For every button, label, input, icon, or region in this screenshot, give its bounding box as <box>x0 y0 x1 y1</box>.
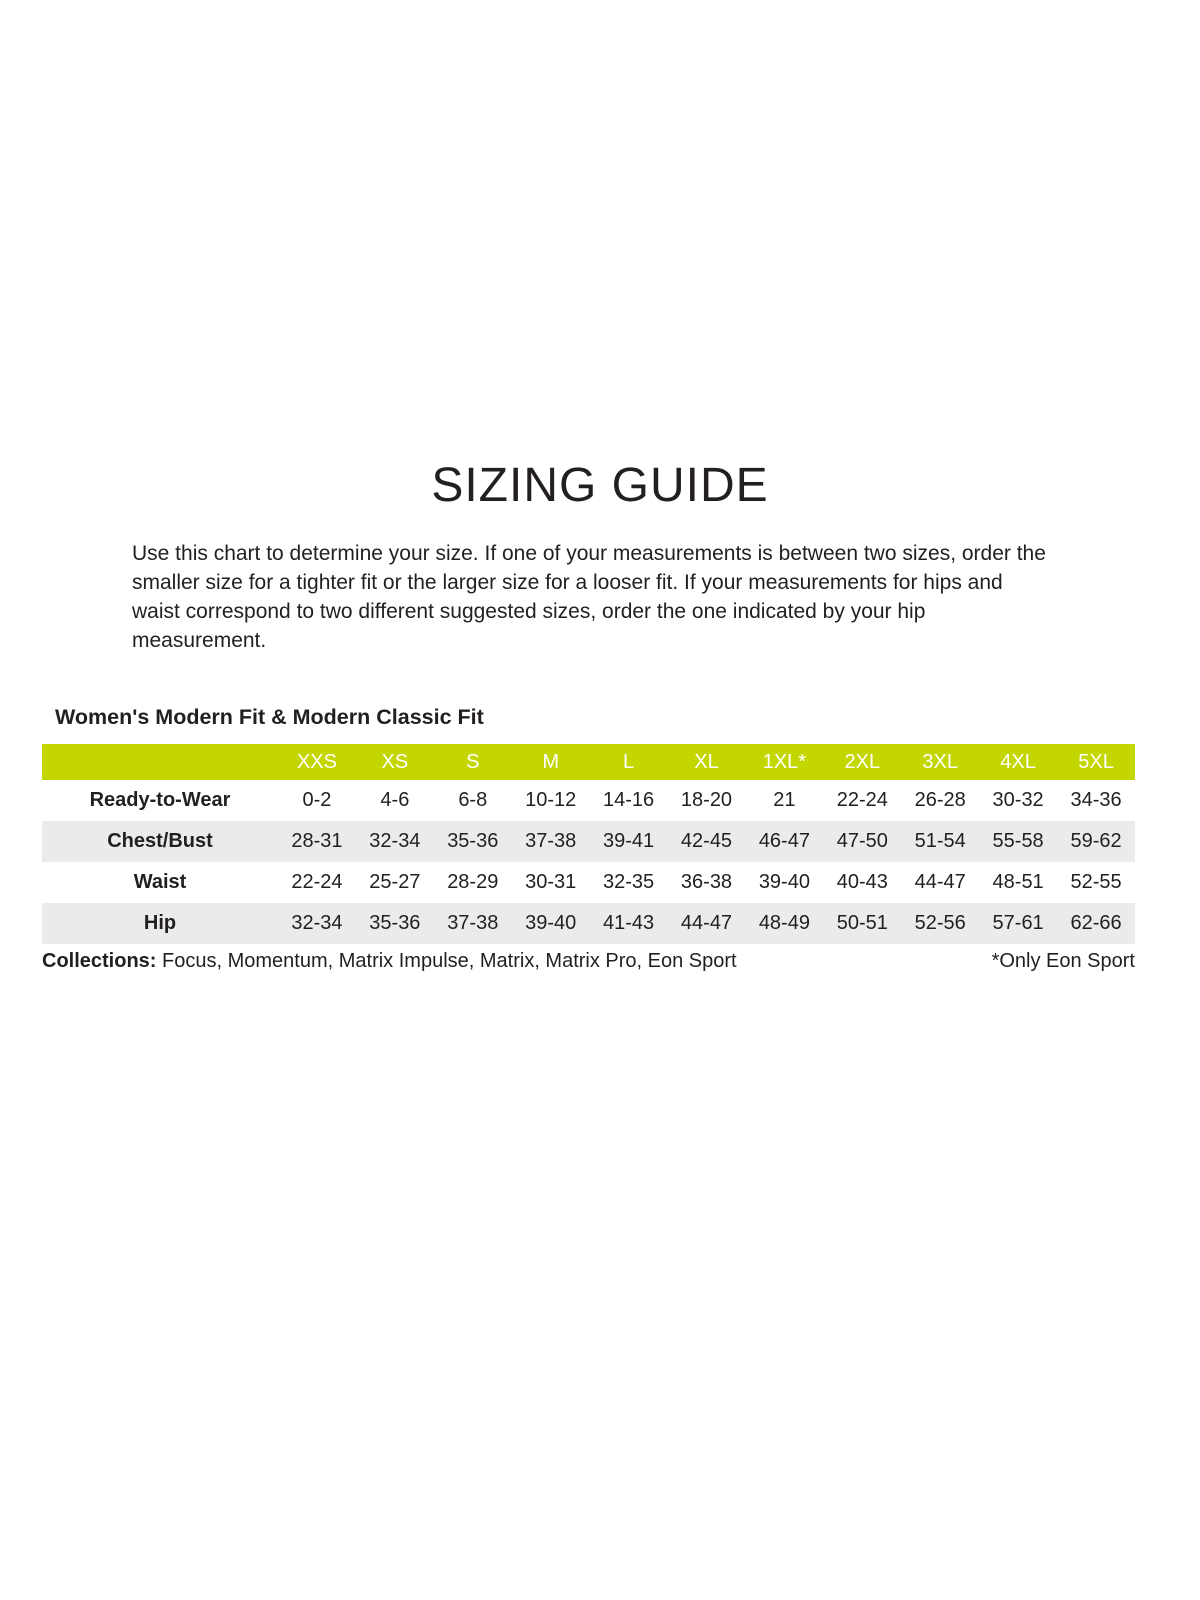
table-row <box>42 903 1135 944</box>
size-value-cell: 10-12 <box>525 789 577 811</box>
size-value-cell: 48-49 <box>758 912 810 934</box>
size-value-cell: 25-27 <box>369 871 421 893</box>
size-value-cell: 28-31 <box>291 830 343 852</box>
size-value-cell: 44-47 <box>914 871 966 893</box>
size-value-cell: 30-31 <box>525 871 577 893</box>
collections-line <box>42 950 737 973</box>
size-column-header: XXS <box>278 744 356 780</box>
size-value-cell: 35-36 <box>369 912 421 934</box>
row-label: Ready-to-Wear <box>89 789 231 811</box>
size-value-cell: 28-29 <box>447 871 499 893</box>
size-value-cell: 57-61 <box>992 912 1044 934</box>
size-value-cell: 62-66 <box>1070 912 1122 934</box>
size-value-cell: 30-32 <box>992 789 1044 811</box>
footnote-only-eon-sport: *Only Eon Sport <box>991 950 1135 972</box>
size-value-cell: 26-28 <box>914 789 966 811</box>
size-value-cell: 0-2 <box>302 789 332 811</box>
size-value-cell: 4-6 <box>380 789 410 811</box>
size-column-header: 3XL <box>901 744 979 780</box>
table-row <box>42 862 1135 903</box>
size-value-cell: 37-38 <box>447 912 499 934</box>
size-column-header: XS <box>356 744 434 780</box>
collections-label: Collections: <box>42 950 157 972</box>
size-value-cell: 39-40 <box>525 912 577 934</box>
section-title-womens-modern-fit: Women's Modern Fit & Modern Classic Fit <box>55 705 484 729</box>
size-value-cell: 52-56 <box>914 912 966 934</box>
size-value-cell: 18-20 <box>680 789 733 811</box>
size-table-corner-cell <box>42 744 278 780</box>
size-value-cell: 39-40 <box>758 871 810 893</box>
size-value-cell: 22-24 <box>291 871 343 893</box>
size-value-cell: 6-8 <box>458 789 488 811</box>
size-table-head <box>42 744 1135 780</box>
size-value-cell: 34-36 <box>1070 789 1122 811</box>
row-label: Waist <box>133 871 187 893</box>
collections-list: Focus, Momentum, Matrix Impulse, Matrix, Matrix Pro, Eon Sport <box>156 950 737 972</box>
size-value-cell: 50-51 <box>836 912 888 934</box>
table-row <box>42 821 1135 862</box>
size-value-cell: 37-38 <box>525 830 577 852</box>
size-value-cell: 52-55 <box>1070 871 1122 893</box>
page-title: SIZING GUIDE <box>431 459 769 512</box>
size-value-cell: 51-54 <box>914 830 966 852</box>
size-column-header: 5XL <box>1057 744 1135 780</box>
row-label: Hip <box>143 912 177 934</box>
size-value-cell: 48-51 <box>992 871 1044 893</box>
size-column-header: XL <box>668 744 746 780</box>
size-value-cell: 35-36 <box>447 830 499 852</box>
intro-paragraph: Use this chart to determine your size. If one of your measurements is between two sizes, order the smaller size for a tighter fit or the larger size for a looser fit. If your measurements for hips and waist correspond to two different suggested sizes, order the one indicated by your hip measurement. <box>132 542 1046 652</box>
size-value-cell: 44-47 <box>680 912 733 934</box>
size-value-cell: 14-16 <box>603 789 655 811</box>
size-table-header-row <box>42 744 1135 780</box>
size-column-header: 2XL <box>823 744 901 780</box>
size-value-cell: 47-50 <box>836 830 888 852</box>
size-value-cell: 39-41 <box>603 830 655 852</box>
size-value-cell: 59-62 <box>1070 830 1122 852</box>
size-table-body <box>42 780 1135 944</box>
size-value-cell: 32-34 <box>369 830 421 852</box>
size-column-header: S <box>434 744 512 780</box>
size-value-cell: 22-24 <box>836 789 888 811</box>
size-column-header: L <box>590 744 668 780</box>
size-column-header: 4XL <box>979 744 1057 780</box>
row-label: Chest/Bust <box>107 830 213 852</box>
size-value-cell: 55-58 <box>992 830 1044 852</box>
size-value-cell: 32-35 <box>603 871 655 893</box>
size-column-header: M <box>512 744 590 780</box>
size-value-cell: 36-38 <box>680 871 733 893</box>
size-value-cell: 42-45 <box>680 830 733 852</box>
size-table <box>42 744 1135 944</box>
size-value-cell: 46-47 <box>758 830 810 852</box>
table-footer <box>42 950 1135 973</box>
size-value-cell: 41-43 <box>603 912 655 934</box>
size-value-cell: 21 <box>773 789 796 811</box>
table-row <box>42 780 1135 821</box>
size-value-cell: 32-34 <box>291 912 343 934</box>
size-value-cell: 40-43 <box>836 871 888 893</box>
size-column-header: 1XL* <box>745 744 823 780</box>
